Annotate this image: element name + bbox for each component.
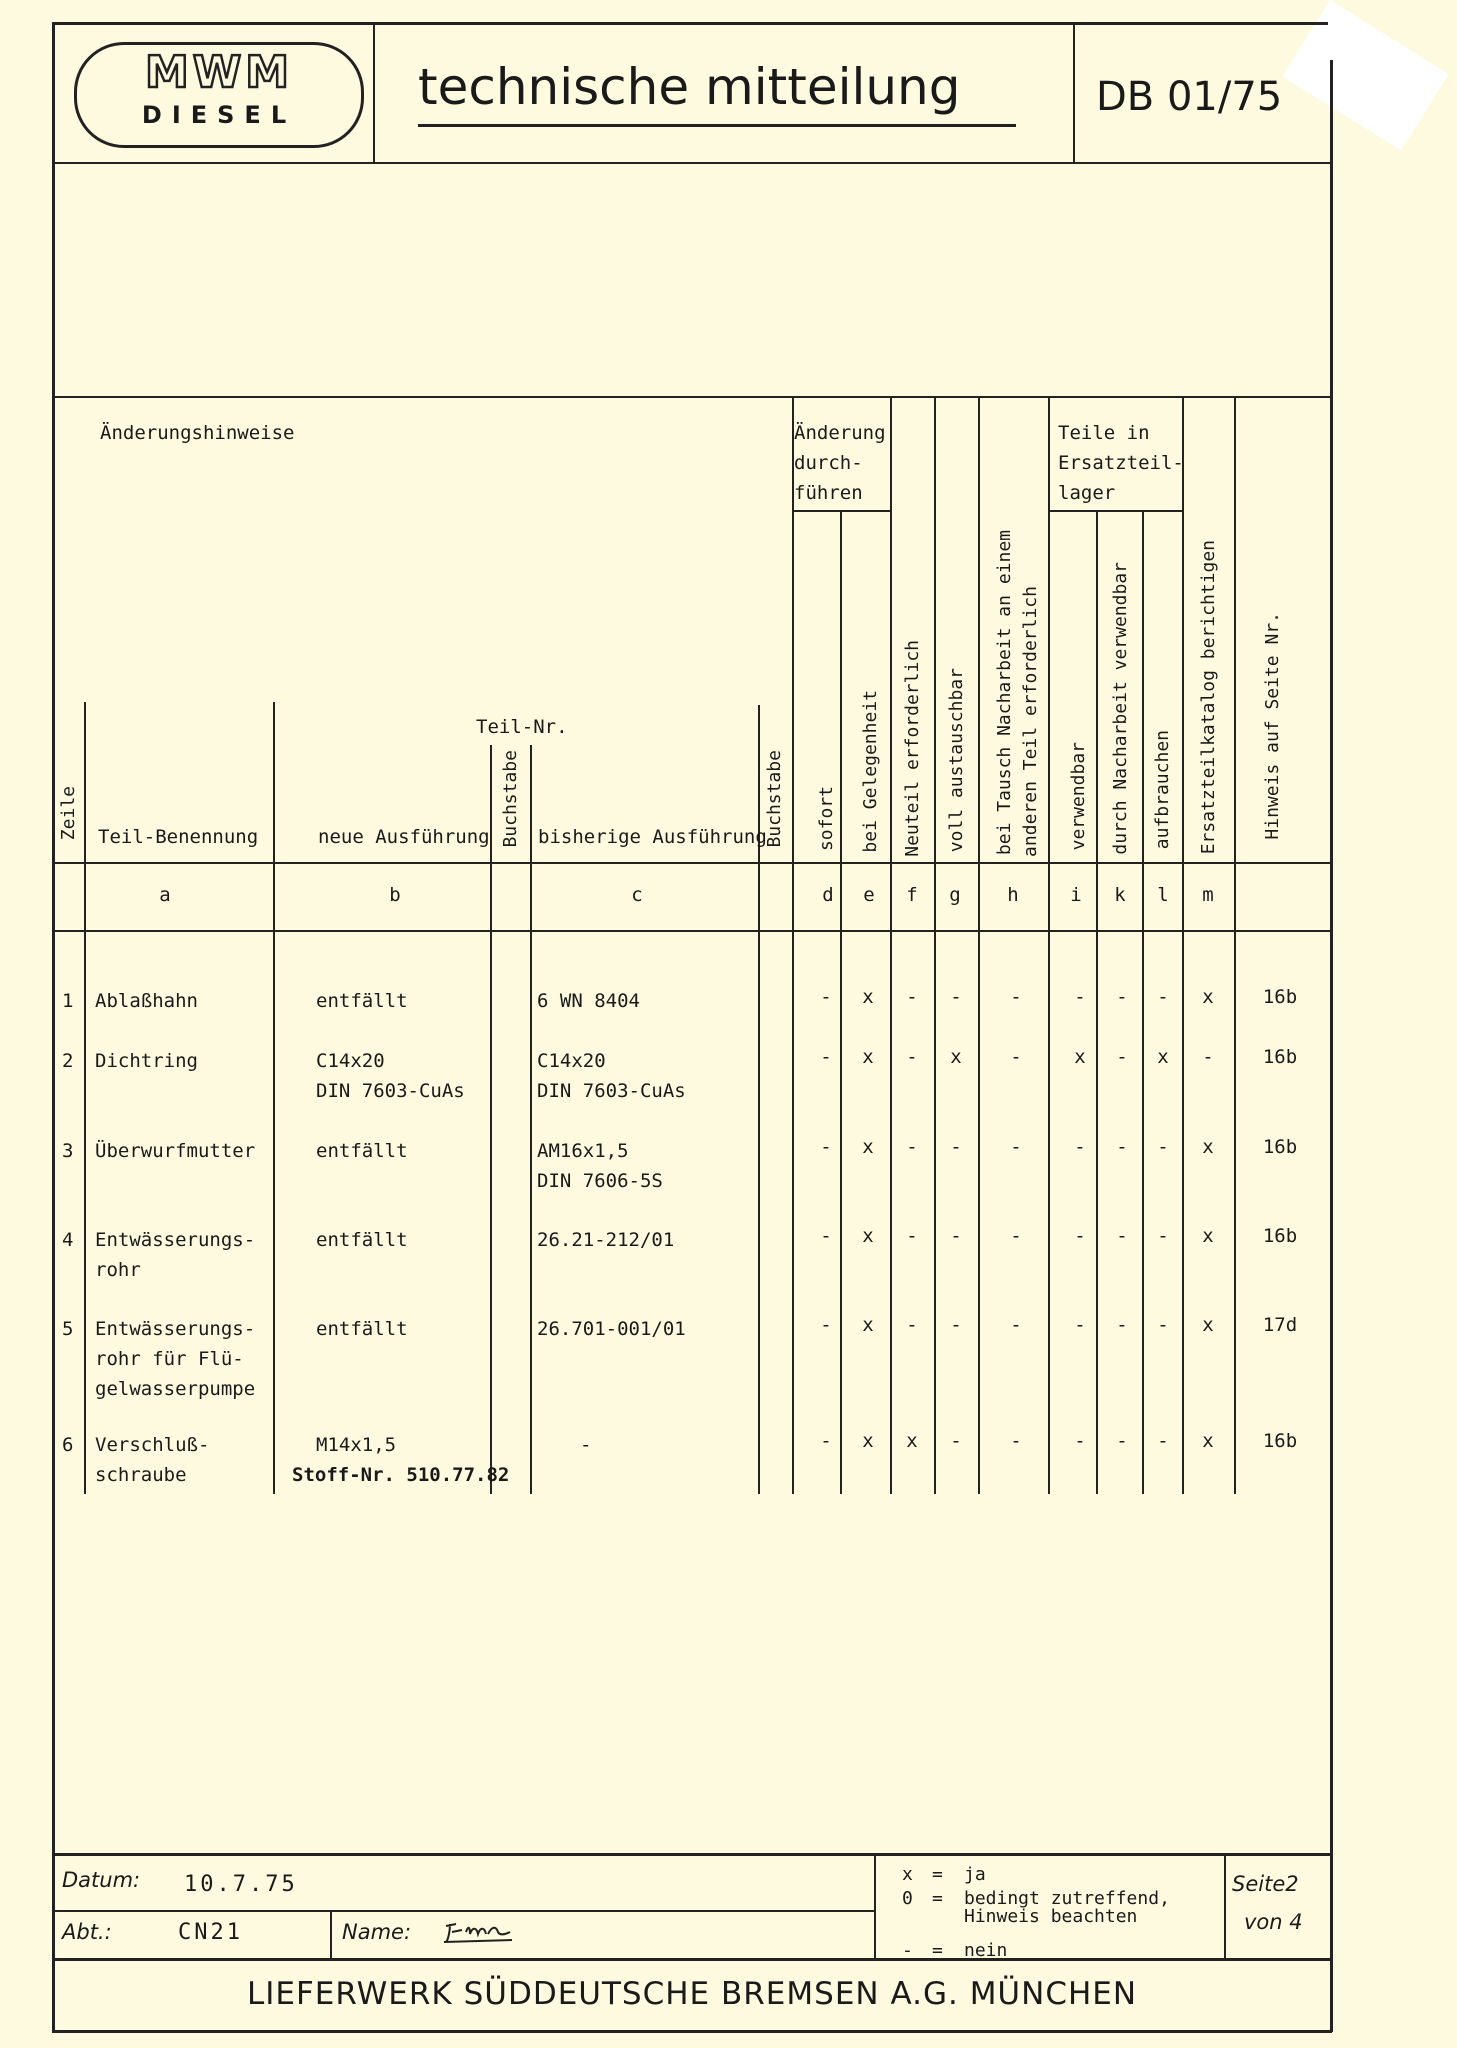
footer-bottom-line <box>52 1958 1332 1961</box>
header-buchstabe-2: Buchstabe <box>764 750 785 848</box>
row-mark: - <box>906 1314 918 1336</box>
frame-right <box>1330 60 1333 2032</box>
row-hinweis-seite: 16b <box>1262 1046 1298 1068</box>
frame-top <box>52 22 1328 25</box>
row-mark: - <box>950 1225 962 1247</box>
header-teil-nr: Teil-Nr. <box>476 716 568 738</box>
section-title: Änderungshinweise <box>100 422 295 444</box>
header-voll-austauschbar: voll austauschbar <box>946 668 967 853</box>
letter-row-line <box>52 930 1332 932</box>
row-mark: - <box>950 1430 962 1452</box>
row-mark: x <box>1157 1046 1169 1068</box>
row-mark: - <box>820 1136 832 1158</box>
row-hinweis-seite: 16b <box>1262 1225 1298 1247</box>
header-div-1 <box>373 22 375 162</box>
row-neue-ausfuehrung: entfällt <box>316 1229 408 1251</box>
col-letter-m: m <box>1202 884 1214 906</box>
row-zeile: 2 <box>62 1050 74 1072</box>
row-hinweis-seite: 16b <box>1262 986 1298 1008</box>
row-mark: x <box>1202 1225 1214 1247</box>
footer-div-abt <box>330 1910 332 1958</box>
legend-eq: = <box>932 1940 943 1961</box>
row-mark: - <box>1074 1225 1086 1247</box>
row-hinweis-seite: 16b <box>1262 1136 1298 1158</box>
col-letter-d: d <box>822 884 834 906</box>
legend-eq: = <box>932 1864 943 1885</box>
header-aenderung-group: Änderung durch- führen <box>794 422 886 504</box>
row-bisherige-ausfuehrung: C14x20 DIN 7603-CuAs <box>537 1050 686 1102</box>
col-letter-e: e <box>863 884 875 906</box>
row-mark: - <box>1157 986 1169 1008</box>
legend-text: bedingt zutreffend, Hinweis beachten <box>964 1888 1170 1927</box>
row-neue-ausfuehrung: entfällt <box>316 990 408 1012</box>
row-mark: - <box>906 1046 918 1068</box>
row-bisherige-ausfuehrung: - <box>580 1434 592 1456</box>
header-neuteil: Neuteil erforderlich <box>902 640 923 857</box>
col-letter-h: h <box>1007 884 1019 906</box>
row-mark: - <box>1010 1225 1022 1247</box>
header-teil-benennung: Teil-Benennung <box>98 826 259 848</box>
col-line-neu <box>490 745 492 1494</box>
header-div-2 <box>1073 22 1075 162</box>
header-letter-line <box>52 862 1332 864</box>
row-teil-benennung: Dichtring <box>95 1050 198 1072</box>
row-mark: x <box>906 1430 918 1452</box>
col-line-h <box>1048 396 1050 1494</box>
header-ersatzteilkatalog: Ersatzteilkatalog berichtigen <box>1198 540 1219 855</box>
row-mark: - <box>820 986 832 1008</box>
row-zeile: 5 <box>62 1318 74 1340</box>
header-verwendbar: verwendbar <box>1068 742 1089 851</box>
row-mark: - <box>906 1225 918 1247</box>
row-stoff-nr: Stoff-Nr. 510.77.82 <box>292 1464 510 1486</box>
header-sofort: sofort <box>816 786 837 852</box>
header-aufbrauchen: aufbrauchen <box>1152 730 1173 850</box>
table-top-line <box>52 396 1332 398</box>
row-zeile: 6 <box>62 1434 74 1456</box>
seite-label: Seite2 <box>1232 1872 1299 1896</box>
header-bottom-line <box>52 162 1332 164</box>
row-mark: - <box>1010 1046 1022 1068</box>
row-mark: - <box>820 1430 832 1452</box>
row-mark: - <box>1157 1225 1169 1247</box>
company-name: LIEFERWERK SÜDDEUTSCHE BREMSEN A.G. MÜNCHEN <box>246 1976 1138 2012</box>
row-zeile: 4 <box>62 1229 74 1251</box>
col-letter-a: a <box>159 884 171 906</box>
row-mark: x <box>862 986 874 1008</box>
row-mark: x <box>862 1136 874 1158</box>
row-teil-benennung: Verschluß- schraube <box>95 1434 210 1486</box>
von-label: von 4 <box>1244 1910 1303 1934</box>
row-mark: - <box>820 1314 832 1336</box>
row-mark: - <box>820 1046 832 1068</box>
header-buchstabe-1: Buchstabe <box>500 750 521 848</box>
legend-symbol: 0 <box>902 1888 913 1909</box>
row-hinweis-seite: 17d <box>1262 1314 1298 1336</box>
row-mark: - <box>1202 1046 1214 1068</box>
col-line-buch2 <box>792 396 794 1494</box>
mwm-diesel-logo <box>74 42 364 148</box>
header-nacharbeit-verwendbar: durch Nacharbeit verwendbar <box>1110 562 1131 855</box>
row-mark: - <box>1157 1314 1169 1336</box>
row-mark: x <box>862 1225 874 1247</box>
row-mark: - <box>1074 1430 1086 1452</box>
row-mark: x <box>862 1430 874 1452</box>
row-mark: - <box>1010 1430 1022 1452</box>
row-teil-benennung: Überwurfmutter <box>95 1140 256 1162</box>
col-letter-c: c <box>631 884 643 906</box>
col-line-bisher <box>758 705 760 1494</box>
col-line-teil <box>273 702 275 1494</box>
row-teil-benennung: Ablaßhahn <box>95 990 198 1012</box>
row-neue-ausfuehrung: C14x20 DIN 7603-CuAs <box>316 1050 465 1102</box>
row-mark: - <box>950 986 962 1008</box>
row-mark: - <box>1116 1225 1128 1247</box>
row-mark: - <box>1157 1136 1169 1158</box>
col-line-m <box>1234 396 1236 1494</box>
row-mark: - <box>1116 1430 1128 1452</box>
legend-eq: = <box>932 1888 943 1909</box>
row-mark: - <box>1116 986 1128 1008</box>
row-teil-benennung: Entwässerungs- rohr <box>95 1229 256 1281</box>
row-mark: - <box>1010 1314 1022 1336</box>
row-mark: x <box>1074 1046 1086 1068</box>
row-mark: x <box>1202 1314 1214 1336</box>
col-letter-l: l <box>1157 884 1169 906</box>
header-bisherige-ausfuehrung: bisherige Ausführung <box>538 826 767 848</box>
row-hinweis-seite: 16b <box>1262 1430 1298 1452</box>
header-teile-group: Teile in Ersatzteil- lager <box>1058 422 1184 504</box>
row-bisherige-ausfuehrung: 26.21-212/01 <box>537 1229 675 1251</box>
col-letter-f: f <box>906 884 918 906</box>
abt-value: CN21 <box>178 1920 243 1945</box>
legend-text: nein <box>964 1940 1008 1961</box>
col-line-buch1 <box>530 745 532 1494</box>
signature <box>440 1912 520 1948</box>
header-tausch-nacharbeit-2: anderen Teil erforderlich <box>1020 586 1041 857</box>
row-mark: - <box>906 1136 918 1158</box>
header-hinweis: Hinweis auf Seite Nr. <box>1262 612 1283 840</box>
row-mark: - <box>1116 1136 1128 1158</box>
col-line-zeile <box>84 702 86 1494</box>
row-mark: x <box>1202 1430 1214 1452</box>
row-mark: - <box>906 986 918 1008</box>
row-mark: x <box>1202 1136 1214 1158</box>
row-mark: - <box>1074 986 1086 1008</box>
document-title: technische mitteilung <box>418 58 961 116</box>
legend-text: ja <box>964 1864 986 1885</box>
header-neue-ausfuehrung: neue Ausführung <box>318 826 490 848</box>
teile-group-line <box>1048 510 1182 512</box>
row-mark: - <box>1010 1136 1022 1158</box>
frame-bottom <box>52 2030 1332 2033</box>
row-neue-ausfuehrung: entfällt <box>316 1140 408 1162</box>
row-bisherige-ausfuehrung: 6 WN 8404 <box>537 990 640 1012</box>
col-letter-k: k <box>1114 884 1126 906</box>
header-tausch-nacharbeit-1: bei Tausch Nacharbeit an einem <box>994 530 1015 856</box>
frame-left <box>52 22 55 2032</box>
footer-div-seite <box>1224 1853 1226 1958</box>
header-zeile: Zeile <box>58 786 79 841</box>
row-mark: x <box>950 1046 962 1068</box>
row-bisherige-ausfuehrung: 26.701-001/01 <box>537 1318 686 1340</box>
row-mark: - <box>1010 986 1022 1008</box>
col-letter-g: g <box>949 884 961 906</box>
name-label: Name: <box>342 1920 412 1944</box>
row-mark: x <box>1202 986 1214 1008</box>
row-teil-benennung: Entwässerungs- rohr für Flü- gelwasserpumpe <box>95 1318 256 1400</box>
legend-symbol: x <box>902 1864 913 1885</box>
row-neue-ausfuehrung: entfällt <box>316 1318 408 1340</box>
row-mark: - <box>1157 1430 1169 1452</box>
row-mark: x <box>862 1314 874 1336</box>
row-mark: - <box>1116 1046 1128 1068</box>
legend-symbol: - <box>902 1940 913 1961</box>
row-mark: - <box>950 1314 962 1336</box>
row-mark: - <box>1074 1314 1086 1336</box>
datum-value: 10.7.75 <box>184 1872 298 1897</box>
row-zeile: 1 <box>62 990 74 1012</box>
row-mark: - <box>950 1136 962 1158</box>
doc-number: DB 01/75 <box>1096 74 1283 120</box>
header-bei-gelegenheit: bei Gelegenheit <box>860 690 881 853</box>
datum-label: Datum: <box>62 1868 141 1892</box>
logo-mwm-text: MWM <box>144 47 294 98</box>
row-neue-ausfuehrung: M14x1,5 <box>316 1434 397 1456</box>
col-letter-i: i <box>1070 884 1082 906</box>
title-underline <box>418 124 1016 127</box>
col-line-g <box>978 396 980 1494</box>
col-letter-b: b <box>389 884 401 906</box>
abt-label: Abt.: <box>62 1920 112 1944</box>
footer-div-legend <box>874 1853 876 1958</box>
row-mark: x <box>862 1046 874 1068</box>
row-mark: - <box>1116 1314 1128 1336</box>
footer-top-line <box>52 1853 1332 1856</box>
row-mark: - <box>1074 1136 1086 1158</box>
row-bisherige-ausfuehrung: AM16x1,5 DIN 7606-5S <box>537 1140 663 1192</box>
logo-diesel-text: DIESEL <box>141 101 297 129</box>
row-mark: - <box>820 1225 832 1247</box>
row-zeile: 3 <box>62 1140 74 1162</box>
